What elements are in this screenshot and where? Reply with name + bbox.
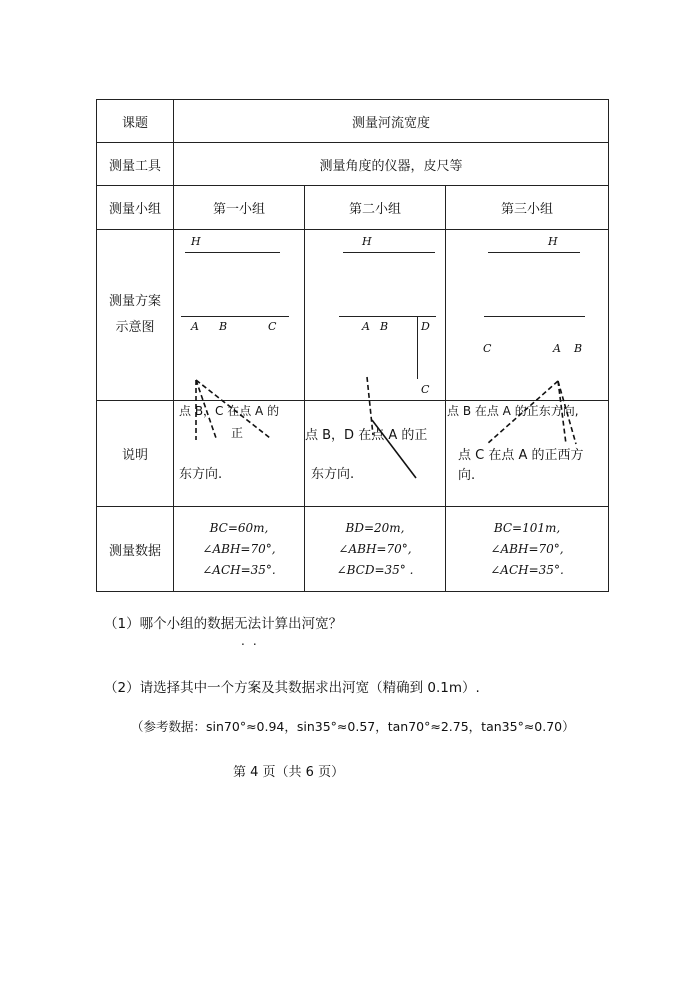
g1-note-line1b: 正 [231, 426, 244, 440]
g3-note-line1: 点 B 在点 A 的正东方向, [447, 404, 579, 418]
data-2-line-1: BD=20m, [345, 520, 405, 535]
data-3-line-3: ∠ACH=35°. [490, 562, 564, 577]
g3-label-b: B [574, 342, 583, 355]
data-cell-2 [305, 507, 446, 592]
group-3-header: 第三小组 [446, 186, 609, 230]
scheme-label-line2: 示意图 [115, 320, 155, 335]
g2-note-line1: 点 B，D 在点 A 的正 [305, 428, 428, 443]
group-label: 测量小组 [97, 186, 174, 230]
data-3-line-2: ∠ABH=70°, [490, 541, 564, 556]
g1-note-line1: 点 B，C 在点 A 的 [179, 404, 280, 418]
scheme-label-line1: 测量方案 [108, 294, 161, 309]
question-2: （2）请选择其中一个方案及其数据求出河宽（精确到 0.1m）. [104, 680, 480, 696]
data-2-line-2: ∠ABH=70°, [338, 541, 412, 556]
data-1-line-3: ∠ACH=35°. [202, 562, 276, 577]
g2-label-b: B [380, 320, 389, 333]
g1-label-h: H [191, 235, 201, 248]
g2-label-h: H [362, 235, 372, 248]
page-footer: 第 4 页（共 6 页） [233, 765, 345, 780]
g3-label-h: H [548, 235, 558, 248]
g2-vertical-line [417, 316, 418, 379]
group-2-header: 第二小组 [305, 186, 446, 230]
g2-top-bank [343, 252, 435, 253]
data-2-line-3: ∠BCD=35° . [336, 562, 414, 577]
tools-value: 测量角度的仪器，皮尺等 [174, 143, 609, 186]
data-label: 测量数据 [97, 507, 174, 592]
group-1-header: 第一小组 [174, 186, 305, 230]
reference-data: （参考数据：sin70°≈0.94，sin35°≈0.57，tan70°≈2.75，tan35°≈0.70） [131, 719, 575, 734]
note-cell-2 [305, 401, 446, 507]
question-1: （1）哪个小组的数据无法计算出河宽？ [104, 616, 343, 632]
g3-note-line2: 点 C 在点 A 的正西方 [458, 448, 584, 463]
g3-note-line3: 向. [458, 468, 476, 483]
topic-label: 课题 [97, 100, 174, 143]
scheme-label [97, 230, 174, 401]
g1-bottom-bank [181, 316, 289, 317]
g1-label-a: A [191, 320, 199, 333]
data-1-line-2: ∠ABH=70°, [202, 541, 276, 556]
note-label: 说明 [97, 401, 174, 507]
measurement-table [96, 99, 609, 592]
tools-label: 测量工具 [97, 143, 174, 186]
g3-label-a: A [553, 342, 561, 355]
g2-note-line2: 东方向. [311, 467, 355, 482]
g2-label-d: D [421, 320, 430, 333]
data-cell-3 [446, 507, 609, 592]
g2-bottom-bank [339, 316, 436, 317]
g3-top-bank [488, 252, 580, 253]
g1-label-c: C [268, 320, 277, 333]
diagram-cell-3 [446, 230, 609, 401]
diagram-cell-1 [174, 230, 305, 401]
g1-note-line2: 东方向. [179, 467, 223, 482]
g2-label-c: C [421, 383, 430, 396]
g3-bottom-bank [484, 316, 585, 317]
g2-label-a: A [362, 320, 370, 333]
diagram-cell-2 [305, 230, 446, 401]
emphasis-dots: .. [241, 634, 265, 648]
g1-top-bank [185, 252, 280, 253]
data-cell-1 [174, 507, 305, 592]
topic-value: 测量河流宽度 [174, 100, 609, 143]
g3-label-c: C [483, 342, 492, 355]
data-3-line-1: BC=101m, [493, 520, 561, 535]
data-1-line-1: BC=60m, [209, 520, 269, 535]
g1-label-b: B [219, 320, 228, 333]
